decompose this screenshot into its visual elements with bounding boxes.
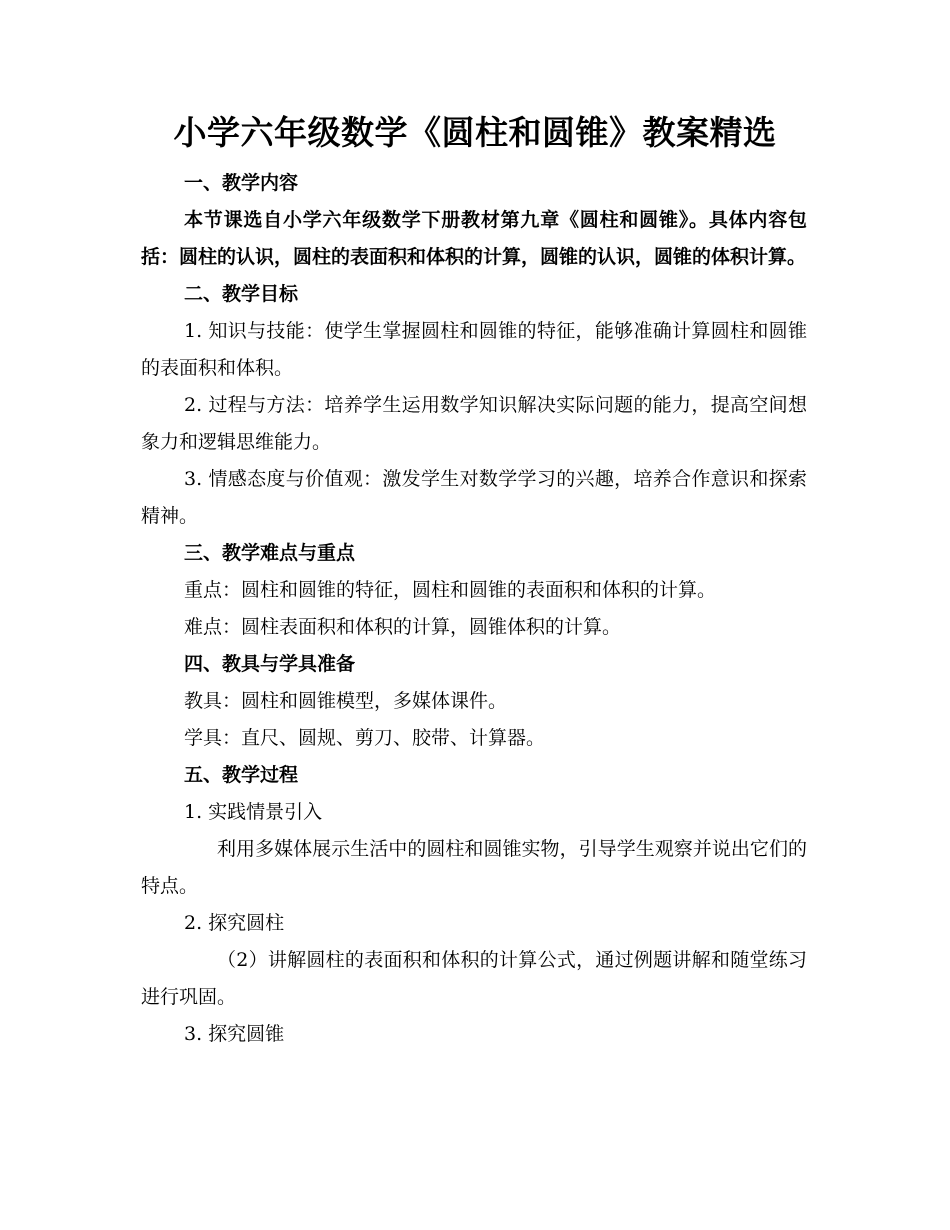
process-step-1: 1. 实践情景引入: [184, 801, 323, 823]
process-step-3: 3. 探究圆锥: [184, 1023, 285, 1045]
key-point-paragraph: 重点：圆柱和圆锥的特征，圆柱和圆锥的表面积和体积的计算。: [184, 579, 717, 601]
section-heading-content: 一、教学内容: [184, 172, 299, 194]
section-heading-objectives: 二、教学目标: [184, 283, 299, 305]
process-step-2: 2. 探究圆柱: [184, 912, 285, 934]
objective-item-3: 3. 情感态度与价值观：激发学生对数学学习的兴趣，培养合作意识和探索精神。: [141, 468, 807, 527]
section-heading-key-points: 三、教学难点与重点: [184, 542, 356, 564]
section-heading-materials: 四、教具与学具准备: [184, 653, 356, 675]
document-body: [141, 165, 807, 1053]
teaching-aids-paragraph: 教具：圆柱和圆锥模型，多媒体课件。: [184, 690, 508, 712]
process-step-2-detail: （2）讲解圆柱的表面积和体积的计算公式，通过例题讲解和随堂练习进行巩固。: [141, 949, 807, 1008]
document-title: 小学六年级数学《圆柱和圆锥》教案精选: [173, 113, 777, 152]
difficulty-paragraph: 难点：圆柱表面积和体积的计算，圆锥体积的计算。: [184, 616, 622, 638]
section-heading-process: 五、教学过程: [184, 764, 299, 786]
objective-item-1: 1. 知识与技能：使学生掌握圆柱和圆锥的特征，能够准确计算圆柱和圆锥的表面积和体积。: [141, 320, 807, 379]
content-paragraph: 本节课选自小学六年级数学下册教材第九章《圆柱和圆锥》。具体内容包括：圆柱的认识，圆柱的表面积和体积的计算，圆锥的认识，圆锥的体积计算。: [141, 209, 807, 268]
learning-tools-paragraph: 学具：直尺、圆规、剪刀、胶带、计算器。: [184, 727, 546, 749]
objective-item-2: 2. 过程与方法：培养学生运用数学知识解决实际问题的能力，提高空间想象力和逻辑思维能力。: [141, 394, 807, 453]
process-step-1-detail: 利用多媒体展示生活中的圆柱和圆锥实物，引导学生观察并说出它们的特点。: [141, 838, 807, 897]
